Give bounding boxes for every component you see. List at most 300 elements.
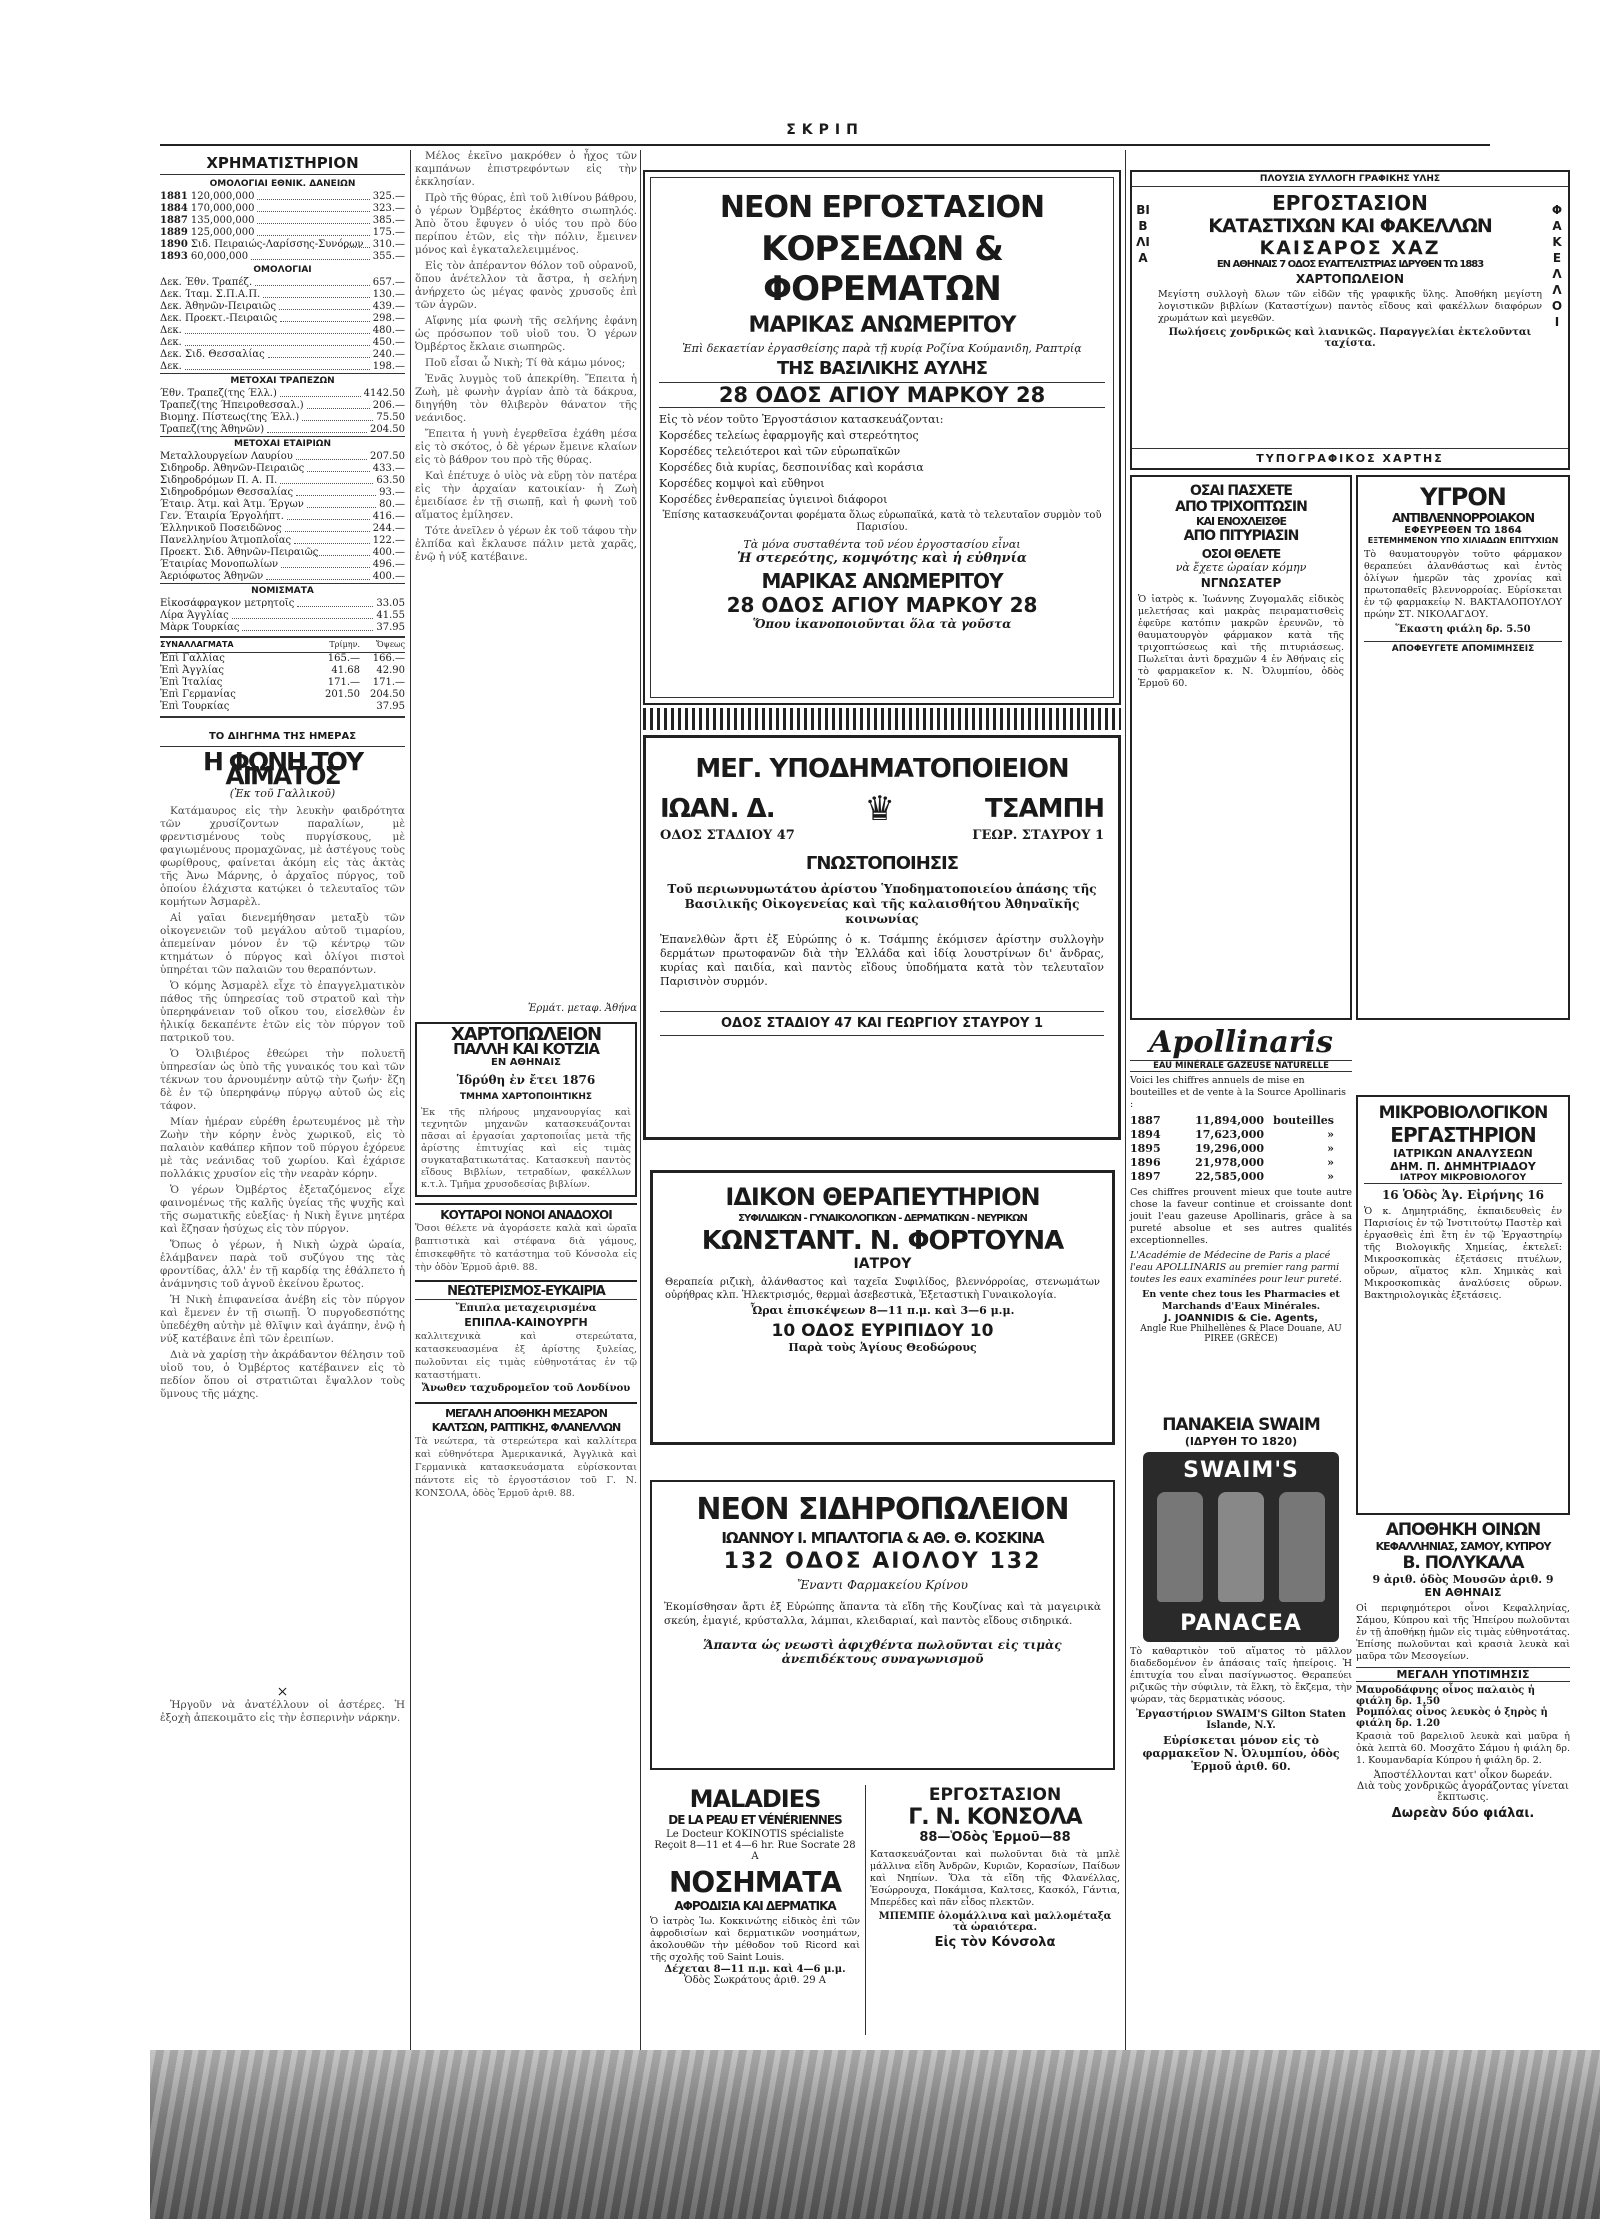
ad-trixoptosin: [1130, 475, 1352, 1020]
ad-name: ΔΗΜ. Π. ΔΗΜΗΤΡΙΑΔΟΥ: [1390, 1160, 1536, 1173]
exchange-row: [160, 689, 405, 701]
row-value: 42.90: [376, 665, 405, 676]
paragraph: Ὁ γέρων Ὀμβέρτος ἐξεταζόμενος εἶχε φαινομένως τῆς καλῆς ὑγείας τῆς ψυχῆς καὶ τῆς σωματικῆς εὐεξίας· ἡ Νικὴ ἔγινε μητέρα καὶ ἔζησαν ἡσύχως εἰς τὸν πύργον.: [160, 1184, 405, 1235]
row-label: Πανελληνίου Άτμοπλοΐας: [160, 535, 292, 546]
price-row: [160, 203, 405, 215]
leader-dots: [307, 471, 370, 472]
ad-subtitle: ΝΓΝΩΣΑΤΕΡ: [1200, 576, 1282, 590]
ad-text: καλλιτεχνικὰ καὶ στερεώτατα, κατασκευασμένα ἐξ ἀρίστης ξυλείας, πωλοῦνται εἰς τιμὰς εὐθηνοτάτας ἐν τῷ καταστήματι.: [415, 1331, 637, 1381]
exchange-row: [160, 701, 405, 713]
ad-side-label: ΒΙΒΛΙΑ: [1136, 203, 1150, 265]
ad-subtitle: ΜΑΡΙΚΑΣ ΑΝΩΜΕΡΙΤΟΥ: [761, 569, 1003, 593]
ad-text: Κατασκευάζονται καὶ πωλοῦνται διὰ τὰ μπλὲ μάλλινα εἴδη Ἀνδρῶν, Κυριῶν, Κορασίων, Παίδων καὶ Νηπίων. Ὅλα τὰ εἴδη τῆς Φλανέλλας, Ἐσώρρουχα, Ποκάμισα, Καλτσες, Κασκόλ, Γάντια, Μπερέδες καὶ πᾶν εἶδος πλεκτῶν.: [870, 1849, 1120, 1908]
ad-text: Ὅσοι θέλετε νὰ ἀγοράσετε καλὰ καὶ ὡραῖα βαπτιστικὰ καὶ στέφανα διὰ γάμους, ἐπισκεφθῆτε τὸ κατάστημα τοῦ Κόνσολα εἰς τὴν ὁδὸν Ἑρμοῦ ἀριθ. 88.: [415, 1223, 637, 1273]
row-label: Τραπεζ(της Ήπειροθεσσαλ.): [160, 400, 304, 411]
exchange-header: [160, 636, 405, 653]
leader-dots: [285, 531, 370, 532]
row-year: 1887: [1130, 1114, 1161, 1127]
row-label: Δεκ. Ίταμ. Σ.Π.Α.Π.: [160, 289, 261, 300]
price-row: [160, 499, 405, 511]
apollinaris-row: [1130, 1170, 1352, 1184]
row-price: 130.—: [372, 289, 405, 300]
price-row: [160, 361, 405, 373]
ad-title: ΑΠΟ ΠΙΤΥΡΙΑΣΙΝ: [1183, 528, 1299, 544]
row-label: 120,000,000: [190, 191, 255, 202]
row-label: Δεκ. Προεκτ.-Πειραιῶς: [160, 313, 278, 324]
ad-note: ΜΠΕΜΠΕ ὁλομάλλινα καὶ μαλλομέταξα τὰ ὡραιότερα.: [878, 1911, 1112, 1933]
ad-konsola: [870, 1785, 1120, 2035]
row-price: 80.—: [379, 499, 405, 510]
ad-swaim: [1130, 1415, 1352, 2035]
row-label: Εἰκοσάφραγκον μετρητοῖς: [160, 598, 295, 609]
row-label: Βιομηχ. Πίστεως(της Έλλ.): [160, 412, 300, 423]
leader-dots: [294, 543, 370, 544]
row-price: 204.50: [370, 424, 405, 435]
ad-text: Τὸ θαυματουργὸν τοῦτο φάρμακον θεραπεύει ἀλανθάστως καὶ ἐντὸς ὀλίγων ἡμερῶν τὰς χρονίας καὶ πρωτοπαθεῖς βλεννορροίας. Εὑρίσκεται ἐν τῷ φαρμακείῳ Ν. ΒΑΚΤΑΛΟΠΟΥΛΟΥ πρώην ΣΤ. ΝΙΚΟΛΑΓΔΟΥ.: [1364, 549, 1562, 620]
bottle-icon: [1279, 1492, 1325, 1602]
price-row: [160, 610, 405, 622]
ad-subtitle: ΧΑΡΤΟΠΩΛΕΙΟΝ: [1295, 272, 1405, 286]
price-row: [160, 191, 405, 203]
row-value: 21,978,000: [1195, 1156, 1264, 1169]
ad-slogan: Ἄνωθεν ταχυδρομεῖον τοῦ Λονδίνου: [421, 1383, 631, 1394]
ad-founded: Ἱδρύθη ἐν ἔτει 1876: [456, 1073, 596, 1087]
ad-price: Ρομπόλας οἶνος λευκὸς ὁ ξηρὸς ἡ φιάλη δρ. 1.20: [1356, 1707, 1548, 1729]
ad-price: Ἕκαστη φιάλη δρ. 5.50: [1395, 624, 1531, 635]
coins-list: [160, 598, 405, 634]
image-label: PANACEA: [1180, 1611, 1302, 1636]
ad-ygron: [1356, 475, 1570, 1020]
ad-title: MALADIES: [689, 1785, 821, 1813]
ad-subtitle: ΙΑΤΡΟΥ ΜΙΚΡΟΒΙΟΛΟΓΟΥ: [1364, 1173, 1562, 1184]
price-row: [160, 559, 405, 571]
row-year: 1893: [160, 251, 188, 262]
price-row: [160, 511, 405, 523]
ad-subtitle: ΟΣΟΙ ΘΕΛΕΤΕ: [1201, 547, 1281, 561]
ad-address: Angle Rue Philhellènes & Place Douane, AU PIREE (GRÈCE): [1140, 1324, 1342, 1344]
row-label: Έταιρ. Άτμ. καὶ Άτμ. Έργων: [160, 499, 304, 510]
apollinaris-row: [1130, 1156, 1352, 1170]
row-price: 310.—: [372, 239, 405, 250]
ad-note: Πωλήσεις χονδρικῶς καὶ λιανικῶς. Παραγγελίαι ἐκτελοῦνται ταχίστα.: [1168, 327, 1532, 349]
column-1: [160, 150, 405, 2050]
leader-dots: [257, 199, 369, 200]
row-year: 1895: [1130, 1142, 1161, 1155]
market-title: ΧΡΗΜΑΤΙΣΤΗΡΙΟΝ: [206, 154, 359, 172]
ad-text: νὰ ἔχετε ὡραίαν κόμην: [1175, 561, 1307, 574]
leader-dots: [185, 333, 370, 334]
price-row: [160, 313, 405, 325]
ad-subtitle: ΑΦΡΟΔΙΣΙΑ ΚΑΙ ΔΕΡΜΑΤΙΚΑ: [674, 1899, 836, 1913]
row-year: 1889: [160, 227, 188, 238]
row-price: 93.—: [379, 487, 405, 498]
image-label: SWAIM'S: [1183, 1458, 1299, 1483]
ad-address: ΟΔΟΣ ΣΤΑΔΙΟΥ 47 ΚΑΙ ΓΕΩΡΓΙΟΥ ΣΤΑΥΡΟΥ 1: [660, 1011, 1104, 1036]
price-row: [160, 547, 405, 559]
ad-address: ΕΝ ΑΘΗΝΑΙΣ 7 ΟΔΟΣ ΕΥΑΓΓΕΛΙΣΤΡΙΑΣ ΙΔΡΥΘΕΝ ΤΩ 1883: [1216, 259, 1484, 270]
serial-title: Η ΦΩΝΗ ΤΟΥ ΑΙΜΑΤΟΣ: [202, 747, 363, 790]
ad-slogan: Εἰς τὸν Κόνσολα: [934, 1935, 1056, 1950]
row-label: Λίρα Άγγλίας: [160, 610, 229, 621]
ad-text: Κρασιὰ τοῦ βαρελιοῦ λευκὰ καὶ μαῦρα ἡ ὀκὰ λεπτὰ 60. Μοσχᾶτο Σάμου ἡ φιάλη δρ. 1. Κουμανδαρία Κύπρου ἡ φιάλη δρ. 2.: [1356, 1731, 1570, 1766]
column-header: Τρίμην.: [329, 640, 360, 649]
price-row: [160, 424, 405, 436]
price-row: [160, 535, 405, 547]
leader-dots: [267, 432, 367, 433]
story-continuation: [415, 150, 637, 1000]
ad-hours: Reçoit 8—11 et 4—6 hr. Rue Socrate 28 A: [654, 1840, 856, 1862]
ad-megale: [415, 1402, 637, 1500]
row-label: Δεκ.: [160, 361, 182, 372]
ad-title: ΧΑΡΤΟΠΩΛΕΙΟΝ: [450, 1024, 602, 1045]
ad-text: Θεραπεία ριζικὴ, ἀλάνθαστος καὶ ταχεῖα Συφιλίδος, βλεννόρροίας, στενωμάτων οὐρήθρας κλπ. Ἠλεκτρισμός, θερμαὶ ἀσεβεστικὰ, Ἐξεταστικὴ Γυναικολογία.: [665, 1277, 1100, 1301]
ad-subtitle: ΕΞΤΕΜΗΜΕΝΟΝ ΥΠΟ ΧΙΛΙΑΔΩΝ ΕΠΙΤΥΧΙΩΝ: [1367, 536, 1559, 545]
row-label: Δεκ.: [160, 325, 182, 336]
ad-subtitle: Ἔπιπλα μεταχειρισμένα: [455, 1303, 597, 1314]
section-divider: ×: [276, 1684, 289, 1700]
ad-subtitle: ΣΥΦΙΛΙΔΙΚΩΝ - ΓΥΝΑΙΚΟΛΟΓΙΚΩΝ - ΔΕΡΜΑΤΙΚΩΝ - ΝΕΥΡΙΚΩΝ: [738, 1213, 1027, 1224]
leader-dots: [257, 223, 369, 224]
ad-name: ΚΑΙΣΑΡΟΣ ΧΑΖ: [1259, 237, 1441, 259]
ad-title: ΕΡΓΟΣΤΑΣΙΟΝ: [928, 1785, 1062, 1805]
paragraph: Ὁ κόμης Ἀσμαρὲλ εἶχε τὸ ἐπαγγελματικὸν πάθος τῆς ὑπηρεσίας τοῦ στρατοῦ καὶ τὴν ὑπερηφάνειαν τοῦ οἴκου του, εἰσελθὼν ἐν ἡλικίᾳ δεκαπέντε ἐτῶν εἰς τὸν πύργον τοῦ πατρικοῦ του.: [160, 980, 405, 1044]
ad-subtitle: ΕΠΙΠΛΑ-ΚΑΙΝΟΥΡΓΗ: [464, 1316, 588, 1329]
ad-text: Τὰ νεώτερα, τὰ στερεώτερα καὶ καλλίτερα καὶ εὐθηνότερα Ἀμερικανικά, Ἀγγλικὰ καὶ Γερμανικὰ κατασκευάσματα εὑρίσκονται πάντοτε εἰς τὸ ἐργοστάσιον τοῦ Γ. Ν. ΚΟΝΣΟΛΑ, ὁδὸς Ἑρμοῦ ἀριθ. 88.: [415, 1436, 637, 1499]
ad-fortouna: [650, 1170, 1115, 1445]
companies-list: [160, 451, 405, 583]
row-label: Σιδηροδρόμων Π. Α. Π.: [160, 475, 278, 486]
price-row: [160, 227, 405, 239]
ad-title: ΜΕΓΑΛΗ ΑΠΟΘΗΚΗ ΜΕΣΑΡΟΝ: [445, 1407, 607, 1420]
leader-dots: [344, 247, 370, 248]
ad-list-item: Κορσέδες ἐνθεραπείας ὑγιεινοὶ διάφοροι: [659, 493, 888, 506]
ad-name: ΤΣΑΜΠΗ: [984, 794, 1104, 824]
ad-title: ΑΝΤΙΒΛΕΝΝΟΡΡΟΙΑΚΟΝ: [1392, 511, 1534, 525]
row-price: 41.55: [376, 610, 405, 621]
apollinaris-logo: Apollinaris: [1149, 1025, 1333, 1060]
ad-text: Ἐκ τῆς πλήρους μηχανουργίας καὶ τεχνητῶν μηχανῶν κατασκευάζονται πᾶσαι αἱ ἐργασίαι χαρτοποιΐας μετὰ τῆς ἀρίστης ἐπιτυχίας καὶ εἰς τιμὰς συγκαταβατικωτάτας. Κατασκευὴ παντὸς εἴδους Βιβλίων, τετραδίων, φακέλλων κ.τ.λ. Τμῆμα χρυσοδεσίας βιβλίων.: [421, 1107, 631, 1190]
crown-emblem-icon: ♛: [864, 789, 896, 829]
leader-dots: [281, 567, 370, 568]
row-year: 1896: [1130, 1156, 1161, 1169]
row-price: 433.—: [372, 463, 405, 474]
ornament-band: [643, 708, 1121, 730]
row-value: 37.95: [376, 701, 405, 712]
ad-address: ΓΕΩΡ. ΣΤΑΥΡΟΥ 1: [972, 828, 1104, 843]
leader-dots: [307, 507, 376, 508]
row-price: 385.—: [372, 215, 405, 226]
ad-subtitle: ΚΕΦΑΛΛΗΝΙΑΣ, ΣΑΜΟΥ, ΚΥΠΡΟΥ: [1375, 1540, 1551, 1553]
ad-note: Ἐργαστήριον SWAIM'S Gilton Staten Islande, N.Y.: [1136, 1709, 1346, 1731]
ad-name: ΙΩΑΝΝΟΥ Ι. ΜΠΑΛΤΟΓΙΑ & ΑΘ. Θ. ΚΟΣΚΙΝΑ: [721, 1529, 1044, 1547]
price-row: [160, 277, 405, 289]
ad-text: Ὁ ἰατρὸς κ. Ἰωάννης Ζυγομαλᾶς εἰδικὸς μελετήσας καὶ μακρὰς πειραματισθεὶς ἐφεῦρε κατόπιν μακρῶν ἐρευνῶν, τὸ θαυματουργὸν φάρμακον κατὰ τῆς τριχοπτώσεως καὶ τῆς πιτυριάσεως. Πωλεῖται ἀντὶ δραχμῶν 4 ἐν Ἀθήναις εἰς τὸ φαρμακεῖον κ. Ν. Ὀλυμπίου, ὁδὸς Ἑρμοῦ 60.: [1138, 594, 1344, 689]
leader-dots: [313, 555, 370, 556]
ad-subtitle: DE LA PEAU ET VÉNÉRIENNES: [668, 1813, 842, 1827]
ad-title: ΥΓΡΟΝ: [1420, 483, 1506, 511]
row-label: 170,000,000: [190, 203, 255, 214]
row-unit: bouteilles: [1273, 1114, 1334, 1127]
ad-subtitle: EAU MINÉRALE GAZEUSE NATURELLE: [1130, 1060, 1352, 1072]
price-row: [160, 215, 405, 227]
price-row: [160, 571, 405, 583]
ad-slogan: Ἅπαντα ὡς νεωστὶ ἀφιχθέντα πωλοῦνται εἰς τιμὰς ἀνεπιδέκτους συναγωνισμοῦ: [703, 1638, 1062, 1666]
ad-neoterismos: [415, 1280, 637, 1396]
section-heading: ΣΥΝΑΛΛΑΓΜΑΤΑ: [160, 640, 234, 649]
column-rule: [410, 150, 411, 2050]
leader-dots: [296, 495, 376, 496]
row-unit: »: [1327, 1142, 1334, 1155]
ad-xaz: [1130, 170, 1570, 470]
row-year: 1890: [160, 239, 188, 250]
ad-title: ΝΟΣΗΜΑΤΑ: [668, 1866, 842, 1899]
row-price: 400.—: [372, 547, 405, 558]
paragraph: Ποῦ εἶσαι ὦ Νικὴ; Τί θὰ κάμω μόνος;: [425, 357, 626, 369]
row-value: [315, 701, 360, 713]
ad-title: ΠΑΝΑΚΕΙΑ SWAIM: [1162, 1415, 1320, 1435]
leader-dots: [297, 606, 373, 607]
paragraph: Διὰ νὰ χαρίσῃ τὴν ἀκράδαντον θέλησιν τοῦ υἱοῦ του, ὁ Ὀμβέρτος κατέβαινεν εἰς τὸ πεδίον ὅπου οἱ στρατιῶται ἔψαλλον τοὺς ὕμνους τῆς μάχης.: [160, 1349, 405, 1400]
leader-dots: [266, 579, 369, 580]
row-label: Έταιρίας Μονοπωλίων: [160, 559, 279, 570]
signature: Ἐρμάτ. μεταφ. Ἀθήνα: [527, 1003, 637, 1014]
ad-place: ΕΝ ΑΘΗΝΑΙΣ: [1424, 1586, 1502, 1599]
ad-side-label: ΦΑΚΕΛΛΟΙ: [1551, 203, 1563, 329]
row-value: 19,296,000: [1195, 1142, 1264, 1155]
row-value: 201.50: [325, 689, 360, 700]
column-2: [415, 150, 637, 2050]
apollinaris-row: [1130, 1142, 1352, 1156]
ad-subtitle: ΜΕΓΑΛΗ ΥΠΟΤΙΜΗΣΙΣ: [1356, 1667, 1570, 1682]
ad-title: ΚΑΤΑΣΤΙΧΩΝ ΚΑΙ ΦΑΚΕΛΛΩΝ: [1208, 215, 1492, 237]
leader-dots: [268, 357, 370, 358]
ad-note: En vente chez tous les Pharmacies et Marchands d'Eaux Minérales.: [1142, 1289, 1340, 1312]
ad-header-strip: ΠΛΟΥΣΙΑ ΣΥΛΛΟΓΗ ΓΡΑΦΙΚΗΣ ΥΛΗΣ: [1132, 172, 1568, 187]
leader-dots: [185, 369, 370, 370]
row-price: 4142.50: [363, 388, 405, 399]
price-row: [160, 400, 405, 412]
ad-title: ΕΡΓΟΣΤΑΣΙΟΝ: [1272, 191, 1428, 215]
ad-note: Ἀποστέλλονται κατ' οἶκον δωρεάν.: [1373, 1770, 1553, 1781]
paragraph: Αἴφνης μία φωνὴ τῆς σελήνης ἐφάνη ὡς πρόσωπον τοῦ υἱοῦ του. Ὁ γέρων Ὀμβέρτος ἔκλαιε σιωπηρῶς.: [415, 315, 637, 353]
leader-dots: [280, 321, 369, 322]
ad-address: Ὁδὸς Σωκράτους ἀριθ. 29 Α: [684, 1975, 826, 1986]
row-label: Δεκ.: [160, 337, 182, 348]
row-value: 165.—: [327, 653, 360, 664]
ad-place: ΕΝ ΑΘΗΝΑΙΣ: [491, 1057, 561, 1068]
row-label: Δεκ. Σιδ. Θεσσαλίας: [160, 349, 265, 360]
column-rule: [640, 150, 641, 2050]
ad-title: ΠΑΛΛΗ ΚΑΙ ΚΟΤΖΙΑ: [453, 1040, 599, 1058]
row-value: 41.68: [331, 665, 360, 676]
row-price: 207.50: [370, 451, 405, 462]
ad-tsampi: [643, 735, 1121, 1140]
price-row: [160, 463, 405, 475]
ad-list-item: Κορσέδες τελείως ἐφαρμογῆς καὶ στερεότητος: [659, 429, 919, 442]
exchange-row: [160, 677, 405, 689]
row-price: 298.—: [372, 313, 405, 324]
ad-subtitle: ΚΑΛΤΣΩΝ, ΡΑΠΤΙΚΗΣ, ΦΛΑΝΕΛΛΩΝ: [431, 1421, 621, 1434]
row-label: Ἐπὶ Γαλλίας: [160, 653, 225, 664]
ad-text: Ἐπὶ δεκαετίαν ἐργασθείσης παρὰ τῇ κυρίᾳ Ροζίνα Κούμανιδη, Ραπτρίᾳ: [682, 342, 1082, 355]
row-price: 206.—: [372, 400, 405, 411]
row-price: 496.—: [372, 559, 405, 570]
paragraph: Μέλος ἐκεῖνο μακρόθεν ὁ ἦχος τῶν καμπάνων ἐπιστρεφόντων εἰς τὴν ἐκκλησίαν.: [415, 150, 637, 188]
ad-text: Ὁ κ. Δημητριάδης, ἐκπαιδευθεὶς ἐν Παρισίοις ἐν τῷ Ἰνστιτούτῳ Παστὲρ καὶ ἐργασθεὶς ἐπὶ ἔτη ἐν τῷ Ἐργαστηρίῳ τῆς Βιολογικῆς Χημείας, ἐκτελεῖ: Μικροσκοπικὰς ἐξετάσεις πτυέλων, οὔρων, αἵματος κλπ. Χημικὰς καὶ Μικροσκοπικὰς ἀναλύσεις οὔρων. Βακτηριολογικὰς ἐξετάσεις.: [1364, 1206, 1562, 1301]
bonds-list: [160, 277, 405, 373]
ad-slogan: Δωρεὰν δύο φιάλαι.: [1391, 1806, 1535, 1821]
apollinaris-row: [1130, 1128, 1352, 1142]
ad-sidiro: [650, 1480, 1115, 1770]
price-row: [160, 251, 405, 263]
row-year: 1887: [160, 215, 188, 226]
paragraph: Κατάμαυρος εἰς τὴν λευκὴν φαιδρότητα τῶν χρυσίζοντων παραλίων, μὲ φρεντισμένους τοὺς πυργίσκους, μὲ φαγιωμένους προμαχῶνας, μὲ ἀστέγους τοὺς φωρίθρους, φαίνεται ἀκόμη εἰς τὰς ἀκτὰς τῆς Ἀνω Μάρνης, ὁ ἀρχαῖος πύργος, τοῦ ὁποίου ἐλάχιστα κατῴκει ὁ τελευταῖος τῶν κομήτων Ἀσμαρὲλ.: [160, 805, 405, 908]
ad-note: Ἔναντι Φαρμακείου Κρίνου: [797, 1578, 968, 1592]
row-price: 63.50: [376, 475, 405, 486]
leader-dots: [287, 519, 370, 520]
ad-lab: [1356, 1095, 1570, 1515]
bottle-icon: [1157, 1492, 1203, 1602]
ad-subtitle: ΓΝΩΣΤΟΠΟΙΗΣΙΣ: [805, 853, 959, 874]
row-label: Ἐπὶ Ἀγγλίας: [160, 665, 224, 676]
ad-text: Ὁ ἰατρὸς Ἰω. Κοκκινώτης εἰδικὸς ἐπὶ τῶν ἀφροδισίων καὶ δερματικῶν νοσημάτων, ἀκολουθῶν τὴν μέθοδον τοῦ Ricord καὶ τῆς σχολῆς τοῦ Saint Louis.: [650, 1916, 860, 1963]
ad-list-item: Εἰς τὸ νέον τοῦτο Ἐργοστάσιον κατασκευάζονται:: [659, 413, 944, 426]
ad-list-item: Κορσέδες διὰ κυρίας, δεσποινίδας καὶ κοράσια: [659, 461, 924, 474]
row-value: 17,623,000: [1195, 1128, 1264, 1141]
row-label: Τραπεζ(της Άθηνῶν): [160, 424, 265, 435]
ad-title: ΑΠΟΘΗΚΗ ΟΙΝΩΝ: [1385, 1520, 1541, 1540]
ad-title: ΚΟΡΣΕΔΩΝ & ΦΟΡΕΜΑΤΩΝ: [761, 229, 1003, 309]
leader-dots: [307, 408, 370, 409]
ad-text: Μεγίστη συλλογὴ δλων τῶν εἰδῶν τῆς γραφικῆς ὕλης. Ἀποθήκη μεγίστη λογιστικῶν βιβλίων (Καταστίχων) παντὸς εἴδους καὶ φακέλλων διαφόρων χρωμάτων καὶ μεγεθῶν.: [1158, 289, 1542, 324]
exchange-row: [160, 653, 405, 665]
leader-dots: [185, 345, 370, 346]
ad-address: 132 ΟΔΟΣ ΑΙΟΛΟΥ 132: [723, 1549, 1042, 1574]
ad-address: ΟΔΟΣ ΣΤΑΔΙΟΥ 47: [660, 828, 795, 843]
row-price: 480.—: [372, 325, 405, 336]
apollinaris-table: [1130, 1114, 1352, 1184]
bottle-icon: [1218, 1492, 1264, 1602]
row-label: 60,000,000: [190, 251, 249, 262]
ad-list-item: Κορσέδες τελειότεροι καὶ τῶν εὐρωπαϊκῶν: [659, 445, 901, 458]
row-year: 1881: [160, 191, 188, 202]
row-unit: »: [1327, 1156, 1334, 1169]
row-label: Δεκ. Άθηνῶν-Πειραιῶς: [160, 301, 277, 312]
ad-title: ΚΟΥΤΑΡΟΙ ΝΟΝΟΙ ΑΝΑΔΟΧΟΙ: [440, 1208, 612, 1222]
price-row: [160, 475, 405, 487]
ad-address: Εὑρίσκεται μόνον εἰς τὸ φαρμακεῖον Ν. Ὀλυμπίου, ὁδὸς Ἑρμοῦ ἀριθ. 60.: [1142, 1734, 1340, 1773]
ad-list-item: Κορσέδες κομψοὶ καὶ εὔθηνοι: [659, 477, 825, 490]
price-row: [160, 451, 405, 463]
ad-text: Οἱ περιφημότεροι οἶνοι Κεφαλληνίας, Σάμου, Κύπρου καὶ τῆς Ἠπείρου πωλοῦνται ἐν τῇ ἀποθήκῃ ἡμῶν εἰς τιμὰς εὐθηνοτάτας. Ἐπίσης πωλοῦνται καὶ κρασιὰ λευκὰ καὶ μαῦρα τῶν Μεσογείων.: [1356, 1603, 1570, 1662]
ad-name: ΚΩΝΣΤΑΝΤ. Ν. ΦΟΡΤΟΥΝΑ: [701, 1226, 1064, 1256]
paragraph: Ἔπειτα ἡ γυνὴ ἐγερθεῖσα ἐχάθη μέσα εἰς τὸ σκότος, ὁ δὲ γέρων ἔμεινε κλαίων εἰς τὸ βάθρον του πρὸ τῆς θύρας.: [415, 428, 637, 466]
ad-text: Ces chiffres prouvent mieux que toute autre chose la faveur continue et croissante dont jouit l'eau gazeuse Apollinaris, grâce à sa pureté absolue et ses autres qualités exceptionnelles.: [1130, 1187, 1352, 1246]
ad-agents: J. JOANNIDIS & Cie. Agents,: [1163, 1313, 1319, 1324]
row-value: 171.—: [327, 677, 360, 688]
section-heading: ΜΕΤΟΧΑΙ ΤΡΑΠΕΖΩΝ: [160, 373, 405, 388]
swaim-bottles-image: [1143, 1452, 1339, 1642]
paragraph: Ὁ Ὀλιβιέρος ἐθεώρει τὴν πολυετῆ ὑπηρεσίαν ὡς ὑπὸ τῆς γυναικός του καὶ τῶν τέκνων του ἀρνουμένην αὐτῷ τὴν ζωήν· ἔζη δὲ ἐν τῷ ὑπερηφάνῳ πύργῳ αὐτοῦ ὡς εἰς τάφον.: [160, 1048, 405, 1112]
ad-title: ΙΔΙΚΟΝ ΘΕΡΑΠΕΥΤΗΡΙΟΝ: [725, 1183, 1040, 1211]
leader-dots: [232, 618, 374, 619]
ad-maladies: [650, 1785, 860, 2035]
ad-text: L'Académie de Médecine de Paris a placé l'eau APOLLINARIS au premier rang parmi toutes les eaux examinées pour leur pureté.: [1130, 1250, 1342, 1285]
ad-address: 28 ΟΔΟΣ ΑΓΙΟΥ ΜΑΡΚΟΥ 28: [659, 382, 1105, 408]
ad-wine: [1356, 1520, 1570, 2035]
price-row: [160, 301, 405, 313]
ad-dept: ΤΜΗΜΑ ΧΑΡΤΟΠΟΙΗΤΙΚΗΣ: [459, 1092, 593, 1102]
exchange-list: [160, 653, 405, 718]
paragraph: Εἰς τὸν ἀπέραντον θόλον τοῦ οὐρανοῦ, ὅπου ἀνέτελλον τὰ ἄστρα, ἡ σελήνη ἀνήρχετο ὡς μέγας φανὸς χρυσοῦς ἐπὶ τῶν ἀγρῶν.: [415, 260, 637, 311]
exchange-row: [160, 665, 405, 677]
ad-hours: Δέχεται 8—11 π.μ. καὶ 4—6 μ.μ.: [664, 1964, 846, 1975]
loans-list: [160, 191, 405, 263]
price-row: [160, 487, 405, 499]
banks-list: [160, 388, 405, 436]
row-value: 204.50: [370, 689, 405, 700]
paragraph: Πρὸ τῆς θύρας, ἐπὶ τοῦ λιθίνου βάθρου, ὁ γέρων Ὀμβέρτος ἐκάθητο σιωπηλός. Ἀπὸ ὅτου ἔφυγεν ὁ υἱός του πρὸ δύο περίπου ἐτῶν, εἰς τὴν πόλιν, ἔμεινεν μόνος καὶ ἐγκαταλελειμμένος.: [415, 192, 638, 256]
masthead: ΣΚΡΙΠ: [160, 122, 1490, 146]
paragraph: Ἡ Νικὴ ἐπιφανείσα ἀνέβη εἰς τὸν πύργον καὶ ἔμενεν ἐν τῇ σιωπῇ. Ὁ πυργοδεσπότης ὑπεδέχθη αὐτὴν μὲ θλῖψιν καὶ ἀγάπην, ἐνῷ ἡ νύξ κατέβαινε ἐπὶ τῶν ἐρειπίων.: [160, 1294, 405, 1345]
ad-text: Le Docteur KOKINOTIS spécialiste: [666, 1829, 844, 1840]
ad-address: 28 ΟΔΟΣ ΑΓΙΟΥ ΜΑΡΚΟΥ 28: [726, 593, 1038, 617]
paragraph: Αἱ γαῖαι διενεμήθησαν μεταξὺ τῶν οἰκογενειῶν τοῦ μεγάλου αὐτοῦ τιμαρίου, ἀπεμείναν μόνον ἐν τῷ κέντρῳ τῶν κτημάτων ὁ πύργος καὶ ὀλίγοι πιστοὶ ὑπηρέται τῶν παλαιῶν του θεραπόντων.: [160, 912, 405, 976]
ad-text: Ἐπανελθὼν ἄρτι ἐξ Εὐρώπης ὁ κ. Τσάμπης ἐκόμισεν ἀρίστην συλλογὴν δερμάτων πρωτοφανῶν διὰ τὴν Ἑλλάδα καὶ ἰδίᾳ λουστρίνων δι' ἄνδρας, κυρίας καὶ παιδία, καὶ παντὸς εἴδους ὑποδήματα κατὰ τὸν τελευταῖον Παρισινὸν συρμόν.: [660, 933, 1104, 988]
ad-title: ΝΕΩΤΕΡΙΣΜΟΣ-ΕΥΚΑΙΡΙΑ: [415, 1285, 637, 1300]
ad-text: Voici les chiffres annuels de mise en bouteilles et de vente à la Source Apollinaris :: [1130, 1075, 1347, 1110]
ad-koutaroi: [415, 1203, 637, 1274]
row-label: Έθν. Τραπεζ(της Έλλ.): [160, 388, 277, 399]
ad-address: 9 ἀριθ. ὁδὸς Μουσῶν ἀριθ. 9: [1372, 1573, 1554, 1586]
ad-address: 10 ΟΔΟΣ ΕΥΡΙΠΙΔΟΥ 10: [771, 1321, 994, 1341]
row-label: 135,000,000: [190, 215, 255, 226]
leader-dots: [280, 396, 361, 397]
ad-name: Β. ΠΟΛΥΚΑΛΑ: [1402, 1553, 1524, 1573]
row-year: 1897: [1130, 1170, 1161, 1183]
row-label: Ἐπὶ Ἰταλίας: [160, 677, 223, 688]
ad-subtitle: (ΙΔΡΥΘΗ ΤΟ 1820): [1184, 1435, 1298, 1448]
serial-text: [160, 805, 405, 1685]
row-label: Έλληνικοῦ Ποσειδῶνος: [160, 523, 282, 534]
ad-address: 88—Ὁδὸς Ἑρμοῦ—88: [919, 1830, 1071, 1845]
section-heading: ΟΜΟΛΟΓΙΑΙ: [253, 265, 312, 275]
row-year: 1894: [1130, 1128, 1161, 1141]
leader-dots: [255, 285, 370, 286]
row-price: 37.95: [376, 622, 405, 633]
price-row: [160, 325, 405, 337]
ad-name: ΙΩΑΝ. Δ.: [660, 794, 775, 824]
serial-text-end: Ἠργοῦν νὰ ἀνατέλλουν οἱ ἀστέρες. Ἡ ἐξοχὴ ἀπεκοιμᾶτο εἰς τὴν ἑσπερινὴν νάρκην.: [160, 1699, 405, 1724]
section-heading: ΟΜΟΛΟΓΙΑΙ ΕΘΝΙΚ. ΔΑΝΕΙΩΝ: [160, 174, 405, 191]
row-label: Ἐπὶ Τουρκίας: [160, 701, 230, 712]
row-price: 325.—: [372, 191, 405, 202]
ad-slogan: Ἡ στερεότης, κομψότης καὶ ἡ εὐθηνία: [737, 551, 1027, 566]
ad-title: ΝΕΟΝ ΕΡΓΟΣΤΑΣΙΟΝ: [719, 190, 1045, 225]
ad-subtitle: ΙΑΤΡΟΥ: [853, 1256, 912, 1272]
row-price: 122.—: [372, 535, 405, 546]
row-price: 450.—: [372, 337, 405, 348]
serial-label: ΤΟ ΔΙΗΓΗΜΑ ΤΗΣ ΗΜΕΡΑΣ: [160, 730, 405, 747]
row-price: 657.—: [372, 277, 405, 288]
row-price: 198.—: [372, 361, 405, 372]
row-label: Ἐπὶ Γερμανίας: [160, 689, 236, 700]
ad-subtitle: ΙΑΤΡΙΚΩΝ ΑΝΑΛΥΣΕΩΝ: [1393, 1147, 1533, 1160]
paragraph: Καὶ ἐπέτυχε ὁ υἱὸς νὰ εὕρῃ τὸν πατέρα εἰς τὴν ἀρχαίαν κατοικίαν· ἡ Ζωὴ ἐμειδίασε ἐν τῇ σιωπῇ, καὶ ἡ φωνὴ τοῦ αἵματος ἐμίλησεν.: [415, 470, 637, 521]
ad-note: Διὰ τοὺς χονδρικῶς ἀγοράζοντας γίνεται ἔκπτωσις.: [1357, 1781, 1569, 1803]
section-heading: ΝΟΜΙΣΜΑΤΑ: [160, 583, 405, 598]
leader-dots: [263, 297, 370, 298]
